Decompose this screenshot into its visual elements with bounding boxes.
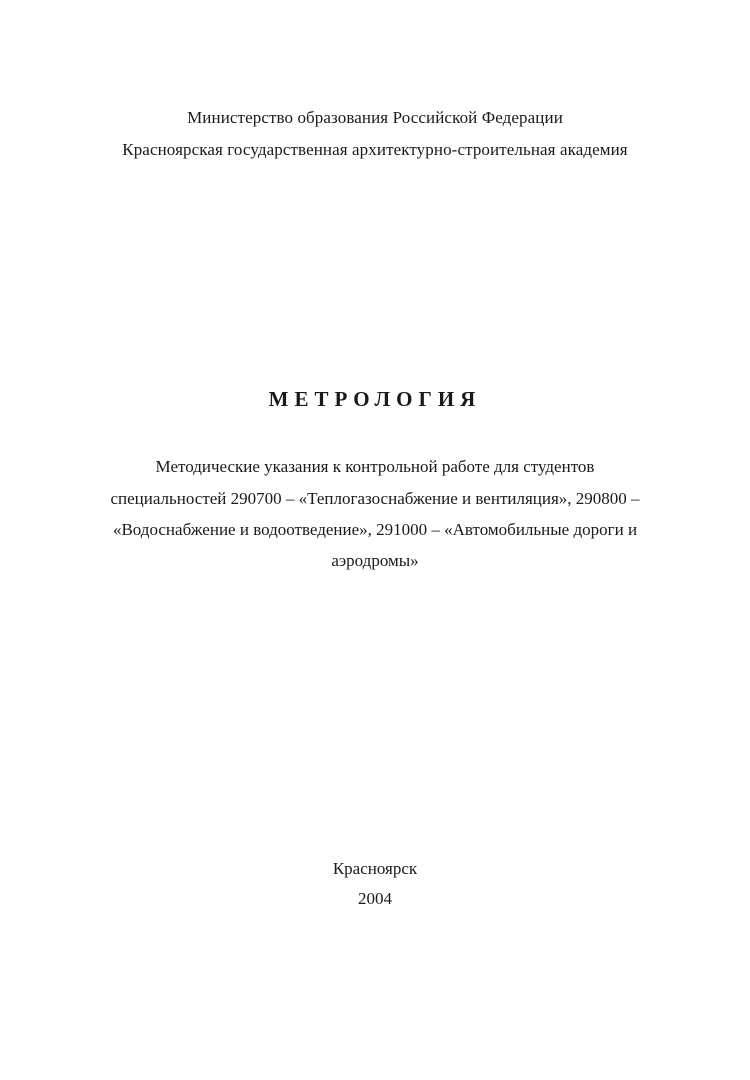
description-line-1: Методические указания к контрольной работе для студентов — [155, 457, 595, 476]
academy-heading: Красноярская государственная архитектурно-строительная академия — [122, 140, 628, 159]
publication-year: 2004 — [358, 889, 392, 908]
ministry-heading: Министерство образования Российской Федерации — [187, 108, 563, 127]
publication-city: Красноярск — [332, 859, 418, 878]
description-line-3: «Водоснабжение и водоотведение», 291000 – «Автомобильные дороги и — [112, 520, 638, 539]
description-line-4: аэродромы» — [331, 551, 419, 570]
document-title: МЕТРОЛОГИЯ — [268, 387, 482, 411]
description-line-2: специальностей 290700 – «Теплогазоснабжение и вентиляция», 290800 – — [110, 489, 640, 508]
